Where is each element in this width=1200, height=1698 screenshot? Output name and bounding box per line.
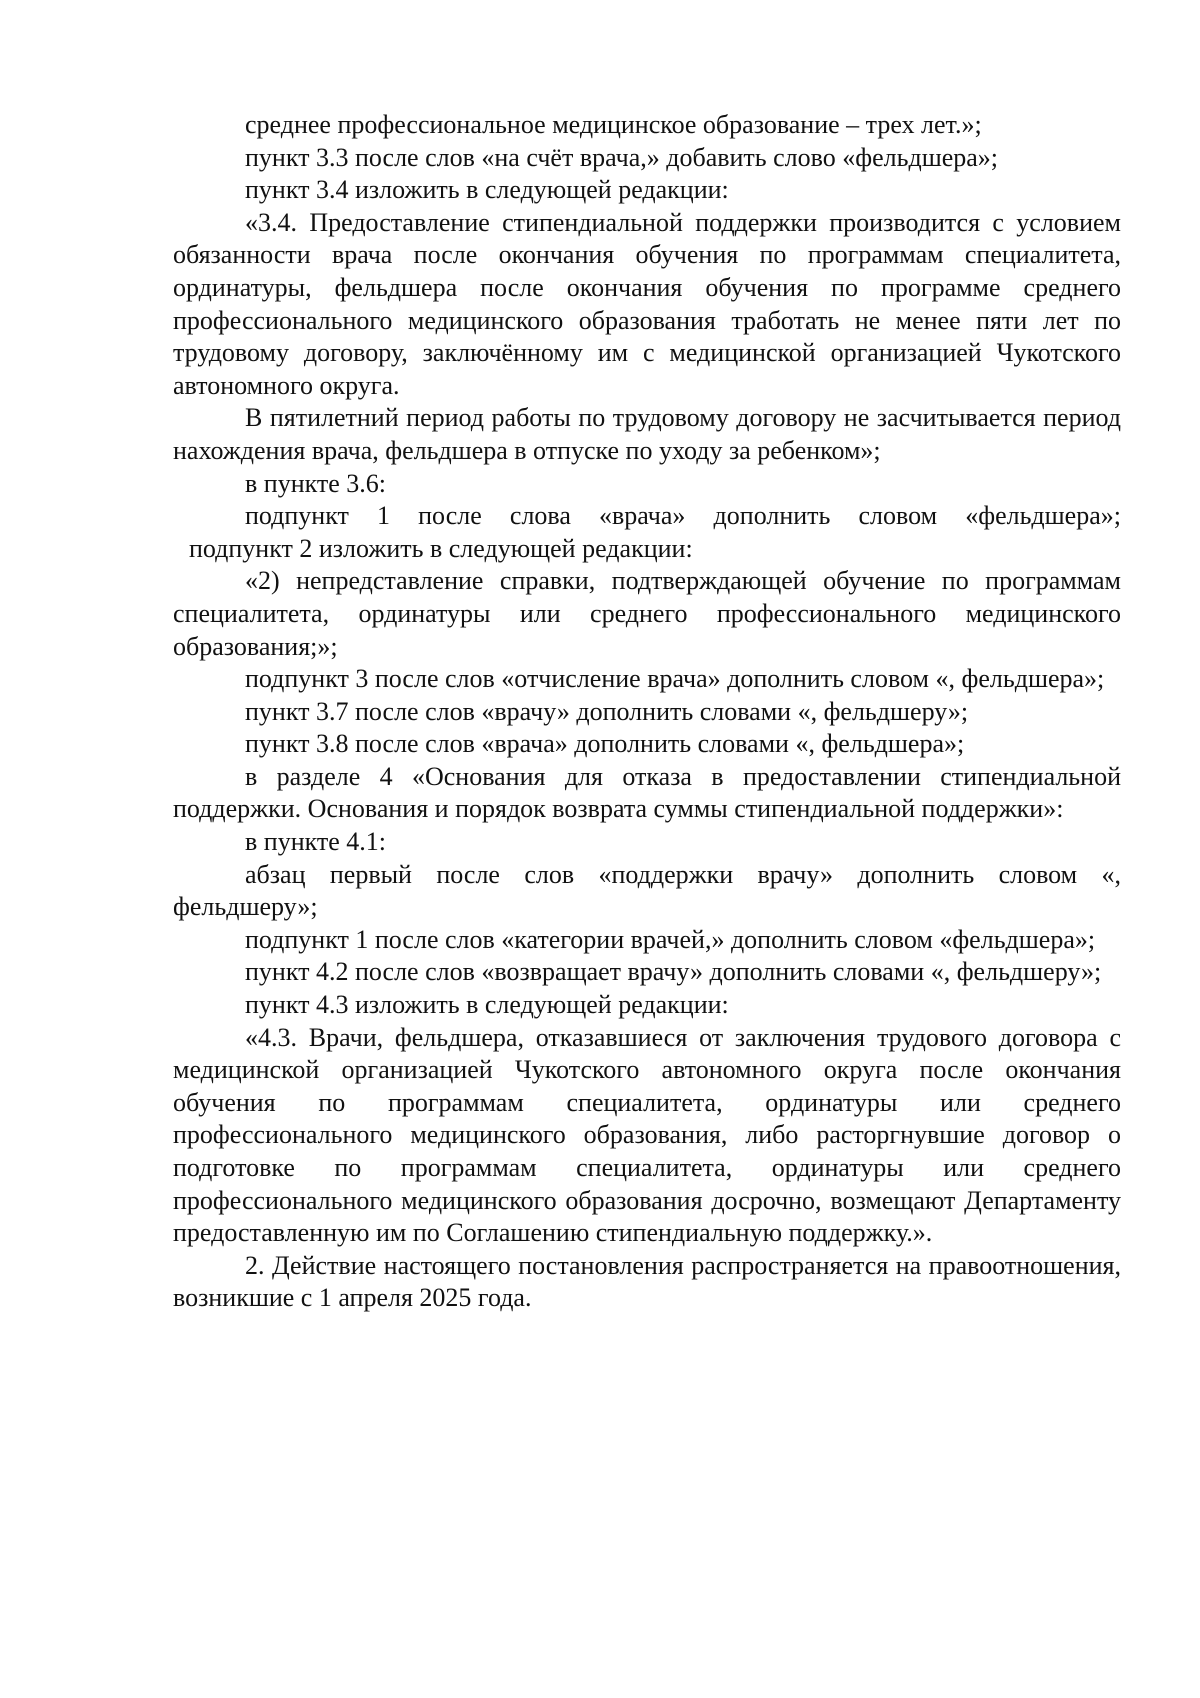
paragraph: подпункт 1 после слова «врача» дополнить словом «фельдшера»; bbox=[245, 501, 1121, 531]
document-body bbox=[173, 109, 1121, 1315]
paragraph: подпункт 1 после слов «категории врачей,» дополнить словом «фельдшера»; bbox=[245, 924, 1096, 954]
paragraph: пункт 3.7 после слов «врачу» дополнить словами «, фельдшеру»; bbox=[245, 696, 969, 726]
paragraph: пункт 4.3 изложить в следующей редакции: bbox=[245, 990, 729, 1020]
paragraph: пункт 4.2 после слов «возвращает врачу» дополнить словами «, фельдшеру»; bbox=[245, 957, 1102, 987]
paragraph: абзац первый после слов «поддержки врачу» дополнить словом «, фельдшеру»; bbox=[173, 859, 1121, 922]
paragraph: в разделе 4 «Основания для отказа в предоставлении стипендиальной поддержки. Основания и порядок возврата суммы стипендиальной поддержки»: bbox=[173, 761, 1121, 824]
paragraph: «2) непредставление справки, подтверждающей обучение по программам специалитета, ординатуры или среднего профессионального медицинского образования;»; bbox=[173, 566, 1121, 661]
paragraph: в пункте 4.1: bbox=[245, 827, 387, 857]
paragraph: среднее профессиональное медицинское образование – трех лет.»; bbox=[245, 110, 982, 139]
paragraph: пункт 3.3 после слов «на счёт врача,» добавить слово «фельдшера»; bbox=[245, 142, 999, 172]
paragraph: пункт 3.8 после слов «врача» дополнить словами «, фельдшера»; bbox=[245, 729, 965, 759]
paragraph: пункт 3.4 изложить в следующей редакции: bbox=[245, 175, 729, 205]
paragraph: подпункт 2 изложить в следующей редакции: bbox=[189, 533, 693, 563]
paragraph: «4.3. Врачи, фельдшера, отказавшиеся от заключения трудового договора с медицинской организацией Чукотского автономного округа после окончания обучения по программам специалитета, ординатуры или среднего профессионального медицинского образования, либо расторгнувшие договор о подготовке по программам специалитета, ординатуры или среднего профессионального медицинского образования досрочно, возмещают Департаменту предоставленную им по Соглашению стипендиальную поддержку.». bbox=[173, 1022, 1121, 1248]
paragraph: В пятилетний период работы по трудовому договору не засчитывается период нахождения врача, фельдшера в отпуске по уходу за ребенком»; bbox=[173, 403, 1121, 465]
paragraph: в пункте 3.6: bbox=[245, 468, 387, 498]
paragraph: 2. Действие настоящего постановления распространяется на правоотношения, возникшие с 1 апреля 2025 года. bbox=[173, 1250, 1121, 1313]
paragraph: подпункт 3 после слов «отчисление врача» дополнить словом «, фельдшера»; bbox=[245, 664, 1105, 694]
paragraph: «3.4. Предоставление стипендиальной поддержки производится с условием обязанности врача после окончания обучения по программам специалитета, ординатуры, фельдшера после окончания обучения по программе среднего профессионального медицинского образования тработать не менее пяти лет по трудовому договору, заключённому им с медицинской организацией Чукотского автономного округа. bbox=[173, 207, 1121, 400]
